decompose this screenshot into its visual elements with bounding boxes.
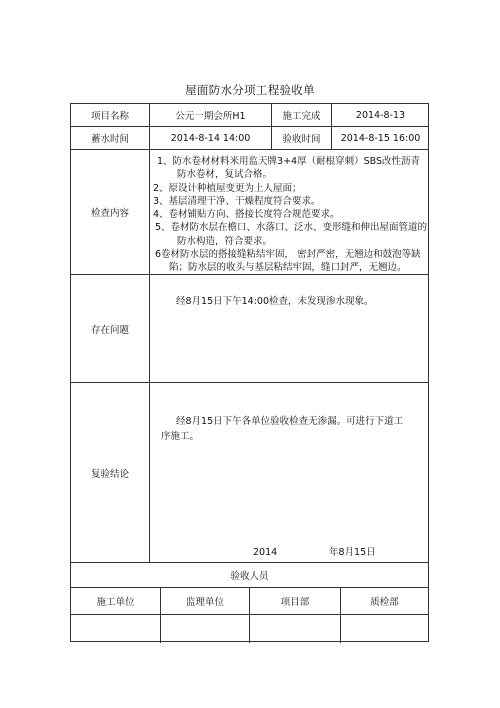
issues-label: 存在问题 xyxy=(90,324,129,336)
inspection-line: 2、原设计种植屋变更为上人屋面； xyxy=(153,182,302,194)
review-text-line1: 经8月15日下午各单位验收检查无渗漏。可进行下道工 xyxy=(176,416,404,427)
inspection-line: 3、基层清理干净、干燥程度符合要求。 xyxy=(153,195,321,207)
inspection-line: 5、卷材防水层在檐口、水落口、泛水、变形缝和伸出屋面管道的 xyxy=(155,222,428,234)
water-storage-time-value: 2014-8-14 14:00 xyxy=(170,132,251,144)
construction-complete-value: 2014-8-13 xyxy=(355,109,406,121)
inspection-line: 1、防水卷材材料米用监天牌3+4厚（耐根穿刺）SBS改性沥青 xyxy=(157,156,421,167)
acceptance-time-value: 2014-8-15 16:00 xyxy=(340,132,421,144)
inspection-content-list xyxy=(153,155,427,275)
acceptor-project-dept: 项目部 xyxy=(280,597,310,608)
review-text-line2: 序施工。 xyxy=(161,431,200,442)
project-name-label: 项目名称 xyxy=(90,111,129,122)
acceptor-supervision-unit: 监理单位 xyxy=(185,597,224,608)
acceptor-construction-unit: 施工单位 xyxy=(96,597,135,608)
inspection-line: 6卷材防水层的搭接缝粘结牢固， 密封严密，无翘边和鼓泡等缺 xyxy=(155,249,421,261)
document-title: 屋面防水分项工程验收单 xyxy=(185,83,315,97)
review-date-year: 2014 xyxy=(253,547,278,558)
inspection-line: 陷；防水层的收头与基层粘结牢固，缝口封严，无翘边。 xyxy=(169,262,407,274)
water-storage-time-label: 蓄水时间 xyxy=(90,134,129,145)
issues-text: 经8月15日下午14:00检查，未发现渗水现象。 xyxy=(176,296,374,307)
acceptance-time-label: 验收时间 xyxy=(282,134,321,145)
acceptors-header: 验收人员 xyxy=(230,571,269,582)
inspection-line: 4、卷材铺贴方向、搭接长度符合规范要求。 xyxy=(153,209,340,221)
col-divider xyxy=(149,104,150,562)
inspection-line: 防水构造，符合要求。 xyxy=(177,235,273,247)
construction-complete-label: 施工完成 xyxy=(282,111,321,122)
acceptance-form-table xyxy=(70,103,429,642)
inspection-content-label: 检查内容 xyxy=(90,208,129,219)
project-name-value: 公元一期会所H1 xyxy=(175,111,246,122)
acceptor-quality-dept: 质检部 xyxy=(370,597,399,608)
review-date-month-day: 年8月15日 xyxy=(329,547,376,558)
review-conclusion-label: 复验结论 xyxy=(90,468,129,480)
inspection-line: 防水卷材，复试合格。 xyxy=(177,169,273,181)
